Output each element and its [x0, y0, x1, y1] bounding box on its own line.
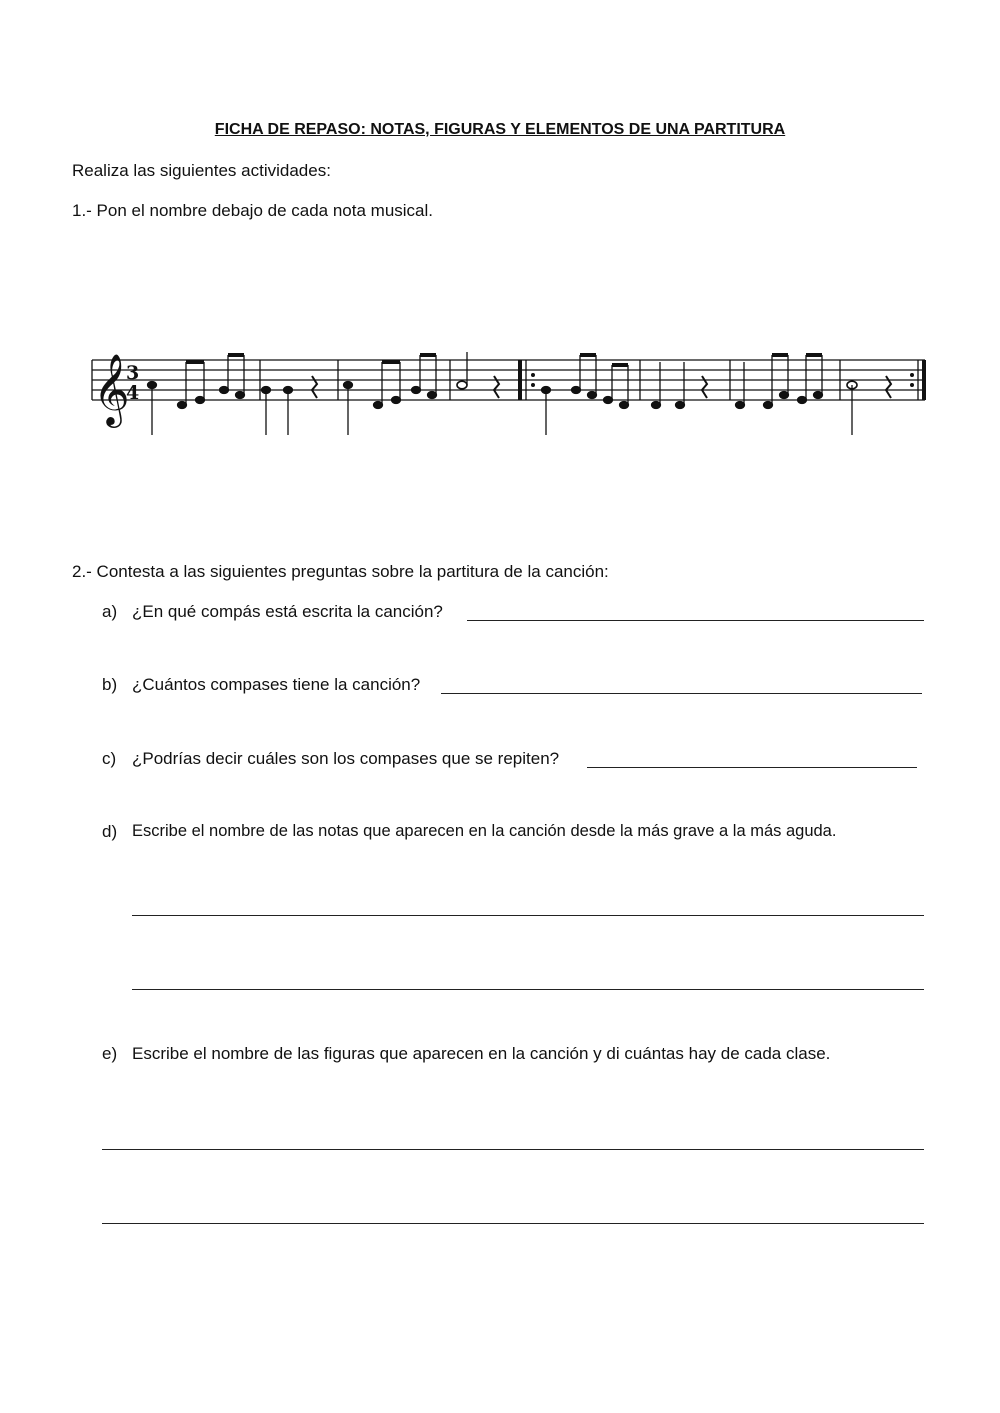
measure-1 — [148, 355, 245, 435]
question-b-text: ¿Cuántos compases tiene la canción? — [132, 675, 421, 694]
measure-8 — [847, 376, 891, 435]
question-e-text: Escribe el nombre de las figuras que aparecen en la canción y di cuántas hay de cada clase. — [132, 1044, 831, 1063]
measure-3 — [344, 355, 437, 435]
time-signature-top: 3 — [126, 362, 140, 384]
question-a-letter: a) — [102, 602, 118, 621]
exercise-2-heading: 2.- Contesta a las siguientes preguntas sobre la partitura de la canción: — [72, 562, 609, 581]
question-b-letter: b) — [102, 675, 118, 694]
question-a-text: ¿En qué compás está escrita la canción? — [132, 602, 443, 621]
measure-2 — [262, 376, 318, 435]
answer-line-e1[interactable] — [102, 1149, 924, 1150]
answer-line-d2[interactable] — [132, 989, 924, 990]
measure-4 — [457, 352, 499, 398]
treble-clef-icon: 𝄞 — [93, 352, 130, 425]
answer-line-e2[interactable] — [102, 1223, 924, 1224]
answer-line-c[interactable] — [587, 767, 917, 768]
question-c-text: ¿Podrías decir cuáles son los compases que se repiten? — [132, 749, 560, 768]
intro-text: Realiza las siguientes actividades: — [72, 161, 331, 180]
measure-5 — [542, 355, 629, 435]
music-score — [90, 330, 930, 450]
question-d-text: Escribe el nombre de las notas que aparecen en la canción desde la más grave a la más aguda. — [132, 822, 837, 840]
time-signature-bottom: 4 — [126, 382, 140, 404]
answer-line-d1[interactable] — [132, 915, 924, 916]
measure-6 — [652, 362, 708, 409]
question-e-letter: e) — [102, 1044, 118, 1063]
answer-line-a[interactable] — [467, 620, 924, 621]
question-d-letter: d) — [102, 822, 118, 841]
question-c-letter: c) — [102, 749, 117, 768]
page-title: FICHA DE REPASO: NOTAS, FIGURAS Y ELEMENTOS DE UNA PARTITURA — [214, 121, 786, 138]
exercise-1-instruction: 1.- Pon el nombre debajo de cada nota musical. — [72, 201, 434, 220]
answer-line-b[interactable] — [441, 693, 922, 694]
staff-lines — [92, 360, 925, 400]
